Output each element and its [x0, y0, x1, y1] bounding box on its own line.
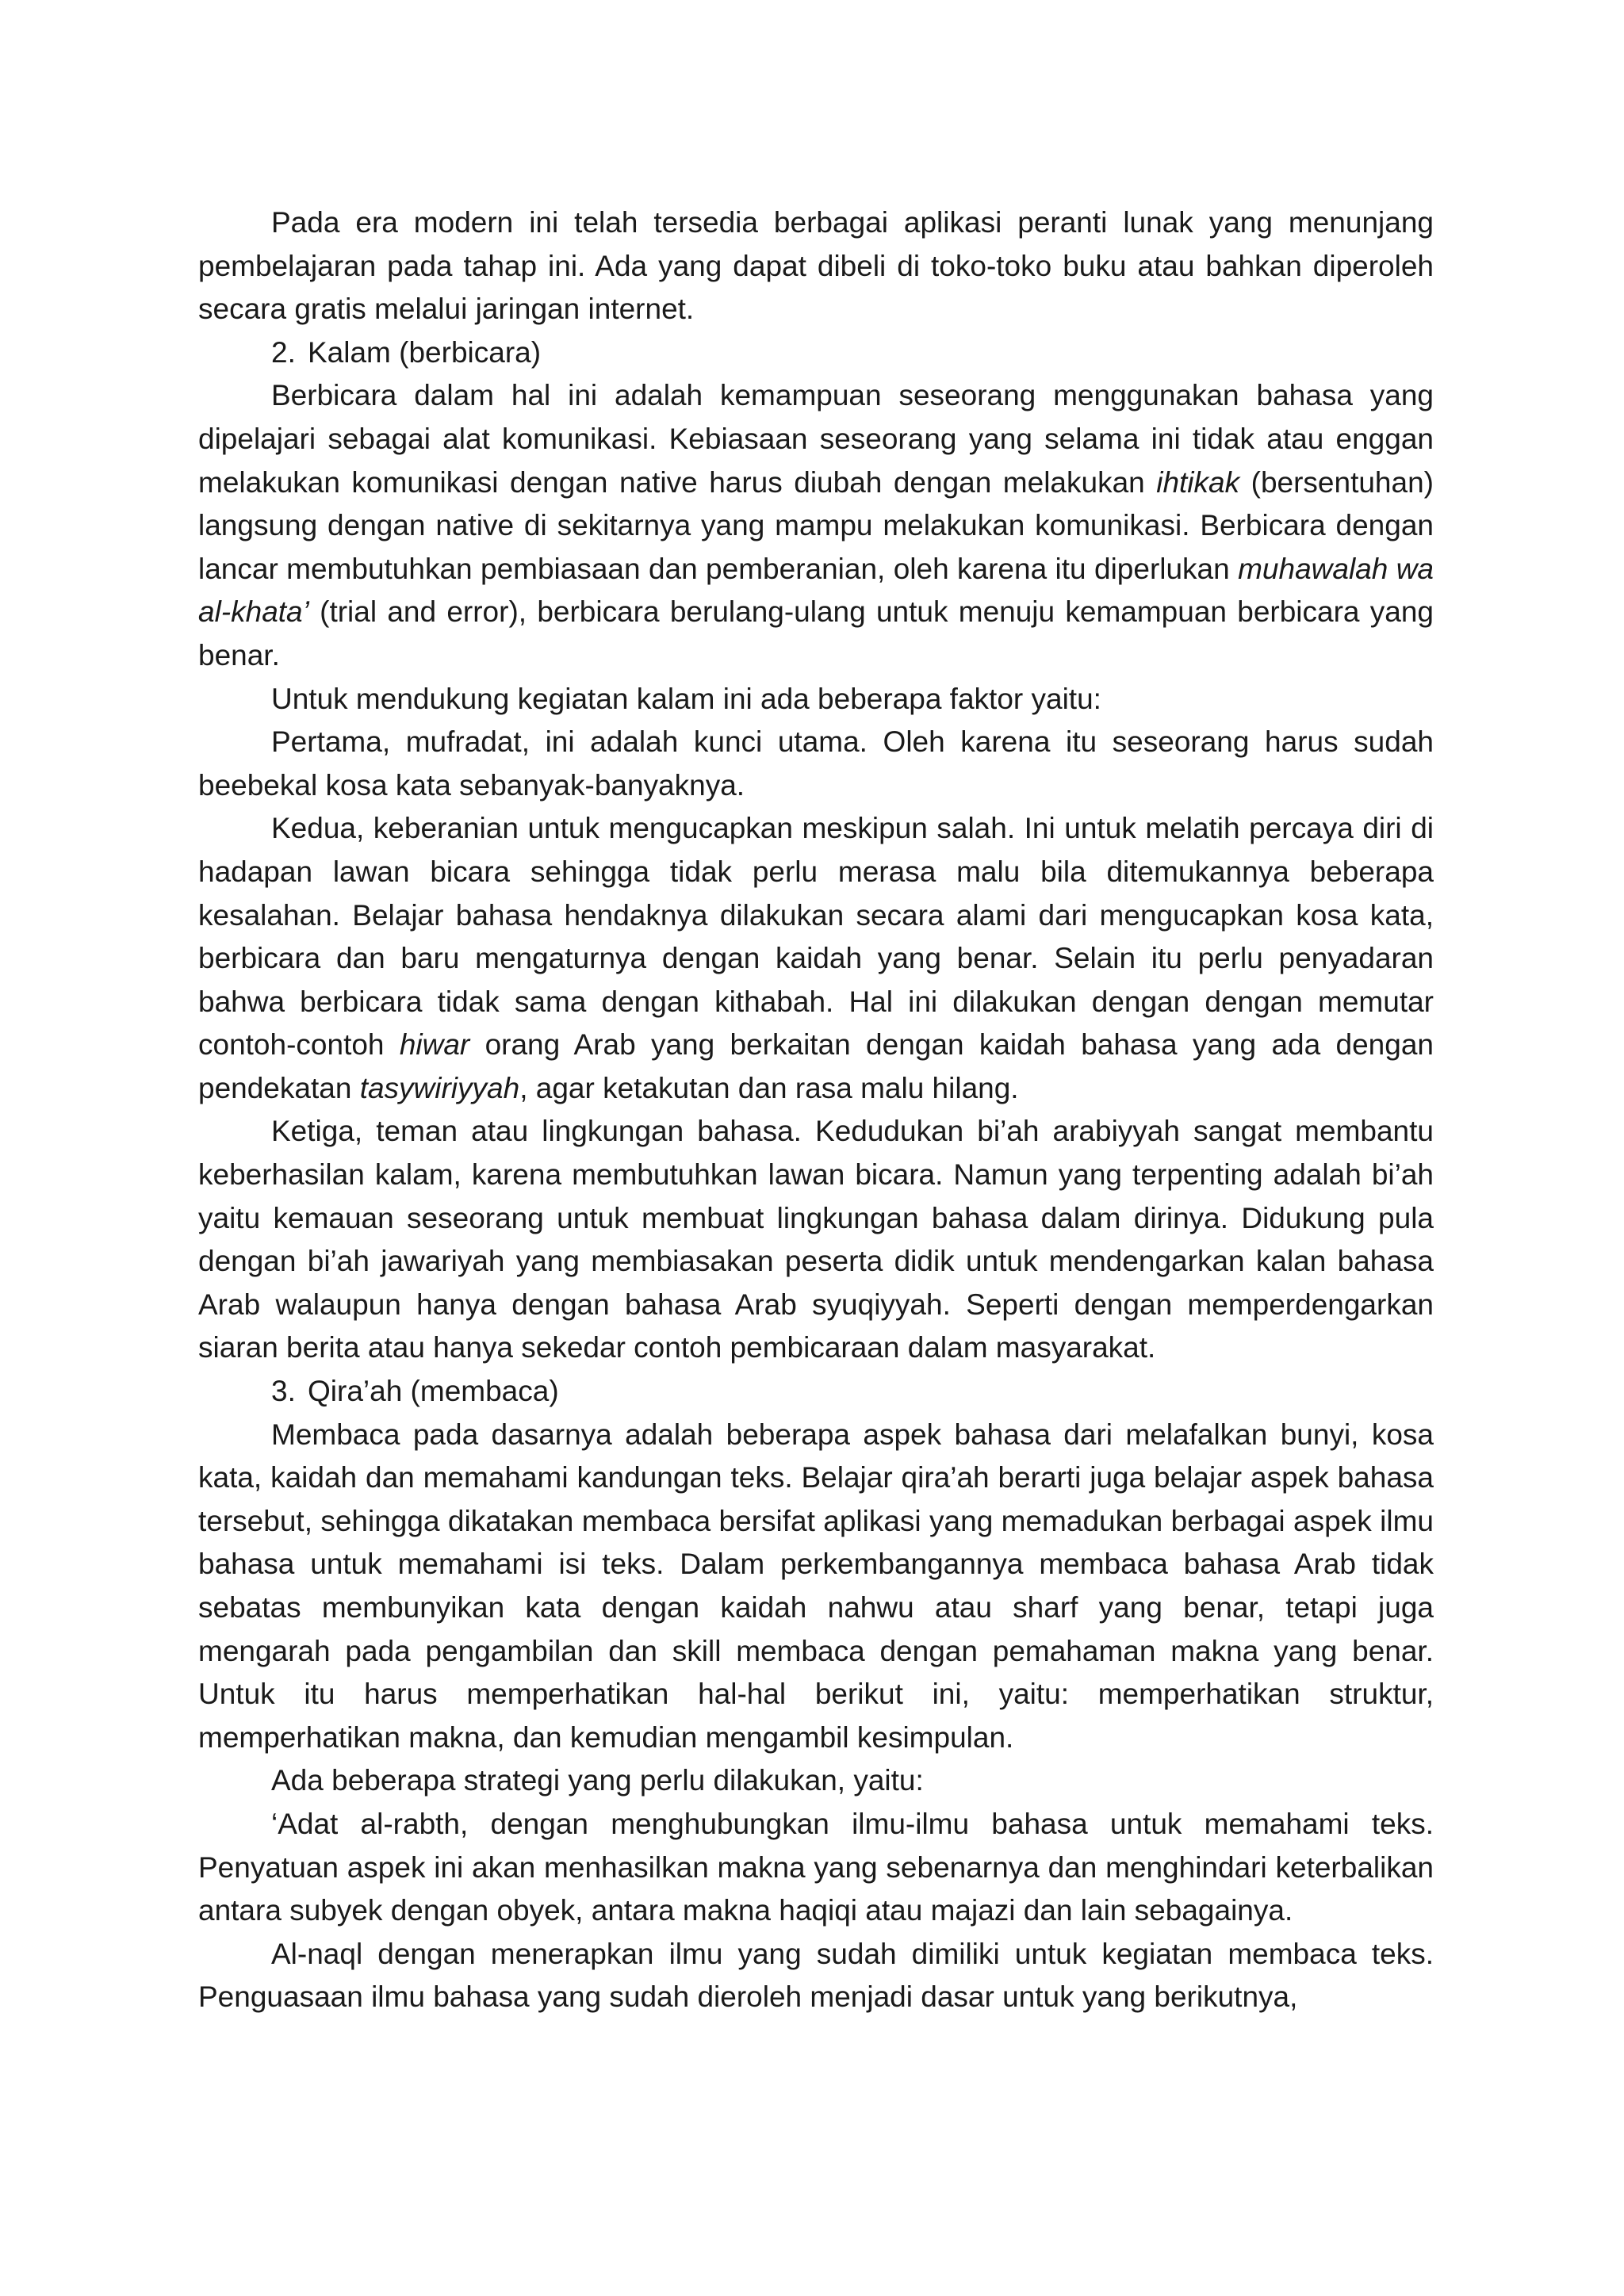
document-page — [198, 201, 1434, 2019]
paragraph-pertama: Pertama, mufradat, ini adalah kunci utama. Oleh karena itu seseorang harus sudah beebekal kosa kata sebanyak-banyaknya. — [198, 725, 1434, 802]
text-run: Kedua, keberanian untuk mengucapkan meskipun salah. Ini untuk melatih percaya diri di hadapan lawan bicara sehingga tidak perlu merasa malu bila ditemukannya beberapa kesalahan. Belajar bahasa hendaknya dilakukan secara alami dari mengucapkan kosa kata, berbicara dan baru mengaturnya dengan kaidah yang benar. Selain itu perlu penyadaran bahwa berbicara tidak sama dengan kithabah. Hal ini dilakukan dengan dengan memutar contoh-contoh — [198, 812, 1434, 1062]
paragraph-adat-al-rabth: ‘Adat al-rabth, dengan menghubungkan ilmu-ilmu bahasa untuk memahami teks. Penyatuan aspek ini akan menhasilkan makna yang sebenarnya dan menghindari keterbalikan antara subyek dengan obyek, antara makna haqiqi atau majazi dan lain sebagainya. — [198, 1807, 1434, 1927]
paragraph-kalam-factors: Untuk mendukung kegiatan kalam ini ada beberapa faktor yaitu: — [271, 682, 1101, 715]
paragraph-kedua — [198, 807, 1434, 1110]
section-heading-qiraah — [198, 1370, 1434, 1414]
section-title: Qira’ah (membaca) — [308, 1375, 559, 1408]
text-run: (bersentuhan) langsung dengan native di sekitarnya yang mampu melakukan komunikasi. Berbicara dengan lancar membutuhkan pembiasaan dan pemberanian, oleh karena itu diperlukan — [198, 465, 1434, 585]
section-number: 3. — [271, 1375, 296, 1408]
paragraph-intro: Pada era modern ini telah tersedia berbagai aplikasi peranti lunak yang menunjang pembelajaran pada tahap ini. Ada yang dapat dibeli di toko-toko buku atau bahkan diperoleh secara gratis melalui jaringan internet. — [198, 206, 1434, 326]
italic-term: ihtikak — [1156, 465, 1240, 499]
italic-term: muhawalah wa al-khata’ — [198, 552, 1434, 629]
paragraph-al-naql: Al-naql dengan menerapkan ilmu yang sudah dimiliki untuk kegiatan membaca teks. Penguasaan ilmu bahasa yang sudah dieroleh menjadi dasar untuk yang berikutnya, — [198, 1937, 1434, 2014]
paragraph-qiraah-definition: Membaca pada dasarnya adalah beberapa aspek bahasa dari melafalkan bunyi, kosa kata, kaidah dan memahami kandungan teks. Belajar qira’ah berarti juga belajar aspek bahasa tersebut, sehingga dikatakan membaca bersifat aplikasi yang memadukan berbagai aspek ilmu bahasa untuk memahami isi teks. Dalam perkembangannya membaca bahasa Arab tidak sebatas membunyikan kata dengan kaidah nahwu atau sharf yang benar, tetapi juga mengarah pada pengambilan dan skill membaca dengan pemahaman makna yang benar. Untuk itu harus memperhatikan hal-hal berikut ini, yaitu: memperhatikan struktur, memperhatikan makna, dan kemudian mengambil kesimpulan. — [198, 1418, 1434, 1754]
paragraph-kalam-definition — [198, 374, 1434, 677]
text-run: orang Arab yang berkaitan dengan kaidah bahasa yang ada dengan pendekatan — [198, 1028, 1434, 1104]
section-heading-kalam — [198, 331, 1434, 375]
paragraph-ketiga: Ketiga, teman atau lingkungan bahasa. Kedudukan bi’ah arabiyyah sangat membantu keberhasilan kalam, karena membutuhkan lawan bicara. Namun yang terpenting adalah bi’ah yaitu kemauan seseorang untuk membuat lingkungan bahasa dalam dirinya. Didukung pula dengan bi’ah jawariyah yang membiasakan peserta didik untuk mendengarkan kalan bahasa Arab walaupun hanya dengan bahasa Arab syuqiyyah. Seperti dengan memperdengarkan siaran berita atau hanya sekedar contoh pembicaraan dalam masyarakat. — [198, 1115, 1434, 1364]
section-number: 2. — [271, 335, 296, 369]
text-run: , agar ketakutan dan rasa malu hilang. — [519, 1071, 1019, 1104]
italic-term: hiwar — [399, 1028, 470, 1062]
text-run: (trial and error), berbicara berulang-ulang untuk menuju kemampuan berbicara yang benar. — [198, 595, 1434, 672]
text-run: Berbicara dalam hal ini adalah kemampuan seseorang menggunakan bahasa yang dipelajari sebagai alat komunikasi. Kebiasaan seseorang yang selama ini tidak atau enggan melakukan komunikasi dengan native harus diubah dengan melakukan — [198, 379, 1434, 499]
section-title: Kalam (berbicara) — [308, 335, 542, 369]
italic-term: tasywiriyyah — [359, 1071, 520, 1104]
paragraph-strategi: Ada beberapa strategi yang perlu dilakukan, yaitu: — [271, 1764, 924, 1797]
